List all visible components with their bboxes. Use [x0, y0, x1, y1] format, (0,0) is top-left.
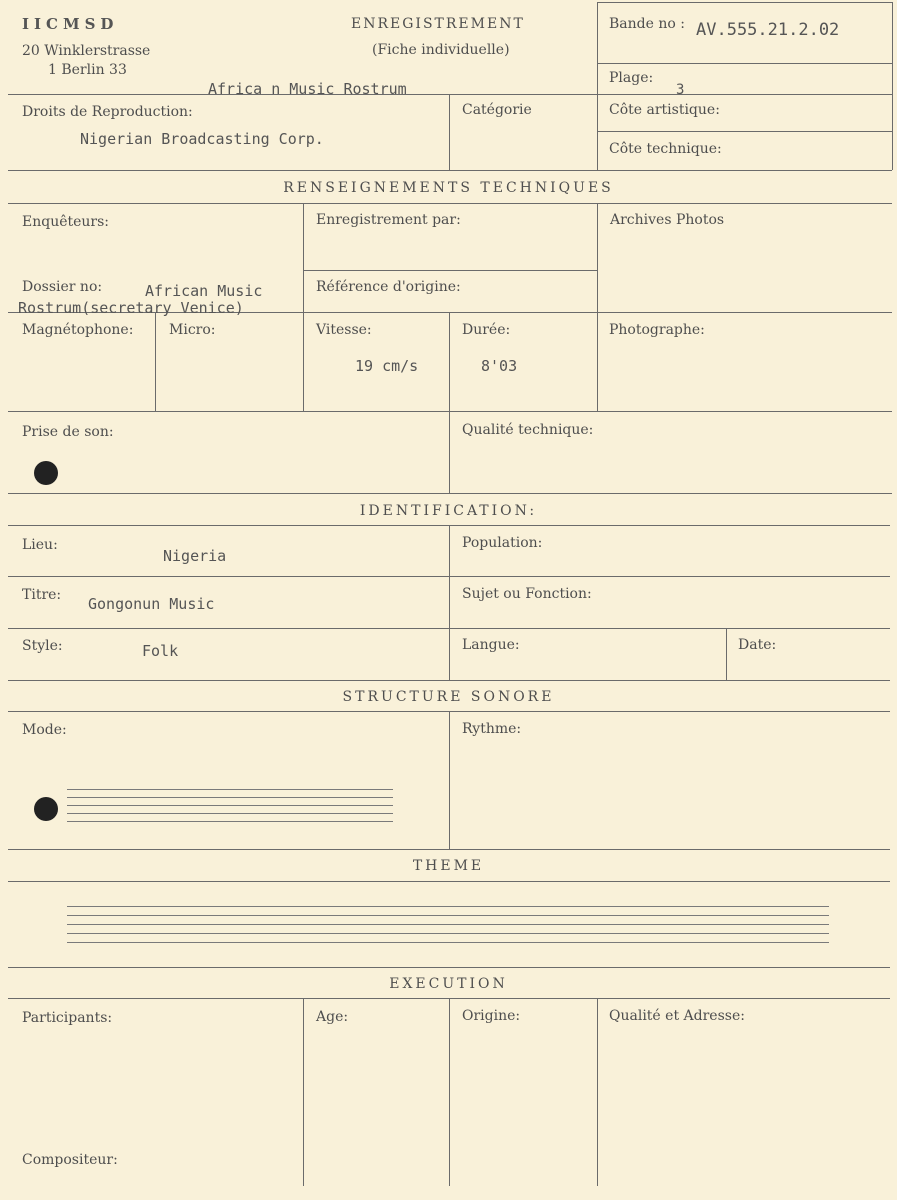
music-staff-line — [67, 821, 393, 822]
section-heading-techniques: RENSEIGNEMENTS TECHNIQUES — [283, 180, 614, 196]
lieu-label: Lieu: — [22, 537, 58, 553]
enregistrement-par-label: Enregistrement par: — [316, 212, 461, 228]
vitesse-label: Vitesse: — [316, 322, 372, 338]
cote-artistique-label: Côte artistique: — [609, 102, 720, 118]
duree-value: 8'03 — [481, 357, 518, 375]
langue-label: Langue: — [462, 637, 520, 653]
rule — [8, 411, 892, 412]
rule — [303, 270, 597, 271]
dossier-label: Dossier no: — [22, 279, 103, 295]
rythme-label: Rythme: — [462, 721, 522, 737]
music-staff-line — [67, 906, 829, 907]
music-staff-line — [67, 805, 393, 806]
qualite-adresse-label: Qualité et Adresse: — [609, 1008, 745, 1024]
music-staff-line — [67, 789, 393, 790]
music-staff-line — [67, 915, 829, 916]
prise-de-son-label: Prise de son: — [22, 424, 114, 440]
population-label: Population: — [462, 535, 543, 551]
rule — [597, 998, 598, 1186]
top-border — [597, 2, 892, 3]
punch-hole-dot — [34, 797, 58, 821]
rule — [449, 711, 450, 849]
form-subtitle: (Fiche individuelle) — [372, 42, 510, 58]
rule — [8, 493, 892, 494]
plage-value: 3 — [676, 82, 685, 98]
qualite-technique-label: Qualité technique: — [462, 422, 594, 438]
section-heading-structure: STRUCTURE SONORE — [342, 689, 555, 705]
rule — [8, 967, 890, 968]
form-title: ENREGISTREMENT — [351, 16, 525, 32]
date-label: Date: — [738, 637, 777, 653]
section-heading-identification: IDENTIFICATION: — [359, 503, 538, 519]
plage-label: Plage: — [609, 70, 654, 86]
series-typed-value: Africa n Music Rostrum — [208, 80, 407, 98]
music-staff-line — [67, 813, 393, 814]
bande-label: Bande no : — [609, 16, 685, 32]
rule — [597, 2, 598, 170]
lieu-value: Nigeria — [163, 547, 227, 565]
style-label: Style: — [22, 638, 63, 654]
rule — [155, 312, 156, 411]
photographe-label: Photographe: — [609, 322, 705, 338]
magnetophone-label: Magnétophone: — [22, 322, 134, 338]
micro-label: Micro: — [169, 322, 216, 338]
dossier-value-line-2: Rostrum(secretary Venice) — [18, 299, 244, 317]
rule — [597, 203, 598, 411]
titre-value: Gongonun Music — [88, 595, 215, 613]
rule — [449, 998, 450, 1186]
rule — [892, 2, 893, 170]
music-staff-line — [67, 797, 393, 798]
rule — [449, 411, 450, 493]
compositeur-label: Compositeur: — [22, 1152, 118, 1168]
categorie-label: Catégorie — [462, 102, 532, 118]
age-label: Age: — [316, 1009, 349, 1025]
mode-label: Mode: — [22, 722, 67, 738]
rule — [8, 881, 890, 882]
style-value: Folk — [142, 642, 179, 660]
rule — [8, 170, 892, 171]
institute-logo: IICMSD — [22, 15, 119, 33]
bande-value: AV.555.21.2.02 — [696, 20, 840, 40]
dossier-value-line-1: African Music — [145, 282, 263, 300]
rule — [303, 998, 304, 1186]
rule — [449, 525, 450, 680]
address-line-2: 1 Berlin 33 — [48, 62, 127, 78]
section-heading-execution: EXECUTION — [389, 976, 508, 992]
rule — [8, 94, 892, 95]
droits-value: Nigerian Broadcasting Corp. — [80, 130, 324, 148]
music-staff-line — [67, 942, 829, 943]
rule — [726, 628, 727, 680]
section-heading-theme: THEME — [412, 858, 485, 874]
cote-technique-label: Côte technique: — [609, 141, 722, 157]
titre-label: Titre: — [22, 587, 62, 603]
address-line-1: 20 Winklerstrasse — [22, 43, 151, 59]
origine-label: Origine: — [462, 1008, 521, 1024]
rule — [8, 203, 892, 204]
rule — [8, 849, 890, 850]
rule — [597, 131, 892, 132]
sujet-label: Sujet ou Fonction: — [462, 586, 592, 602]
duree-label: Durée: — [462, 322, 511, 338]
enqueteurs-label: Enquêteurs: — [22, 214, 110, 230]
archives-photos-label: Archives Photos — [610, 212, 725, 228]
music-staff-line — [67, 924, 829, 925]
reference-label: Référence d'origine: — [316, 279, 461, 295]
rule — [8, 680, 890, 681]
rule — [303, 203, 304, 411]
punch-hole-dot — [34, 461, 58, 485]
rule — [449, 94, 450, 170]
rule — [597, 63, 892, 64]
droits-label: Droits de Reproduction: — [22, 104, 193, 120]
participants-label: Participants: — [22, 1010, 113, 1026]
music-staff-line — [67, 933, 829, 934]
vitesse-value: 19 cm/s — [355, 357, 419, 375]
rule — [449, 312, 450, 411]
